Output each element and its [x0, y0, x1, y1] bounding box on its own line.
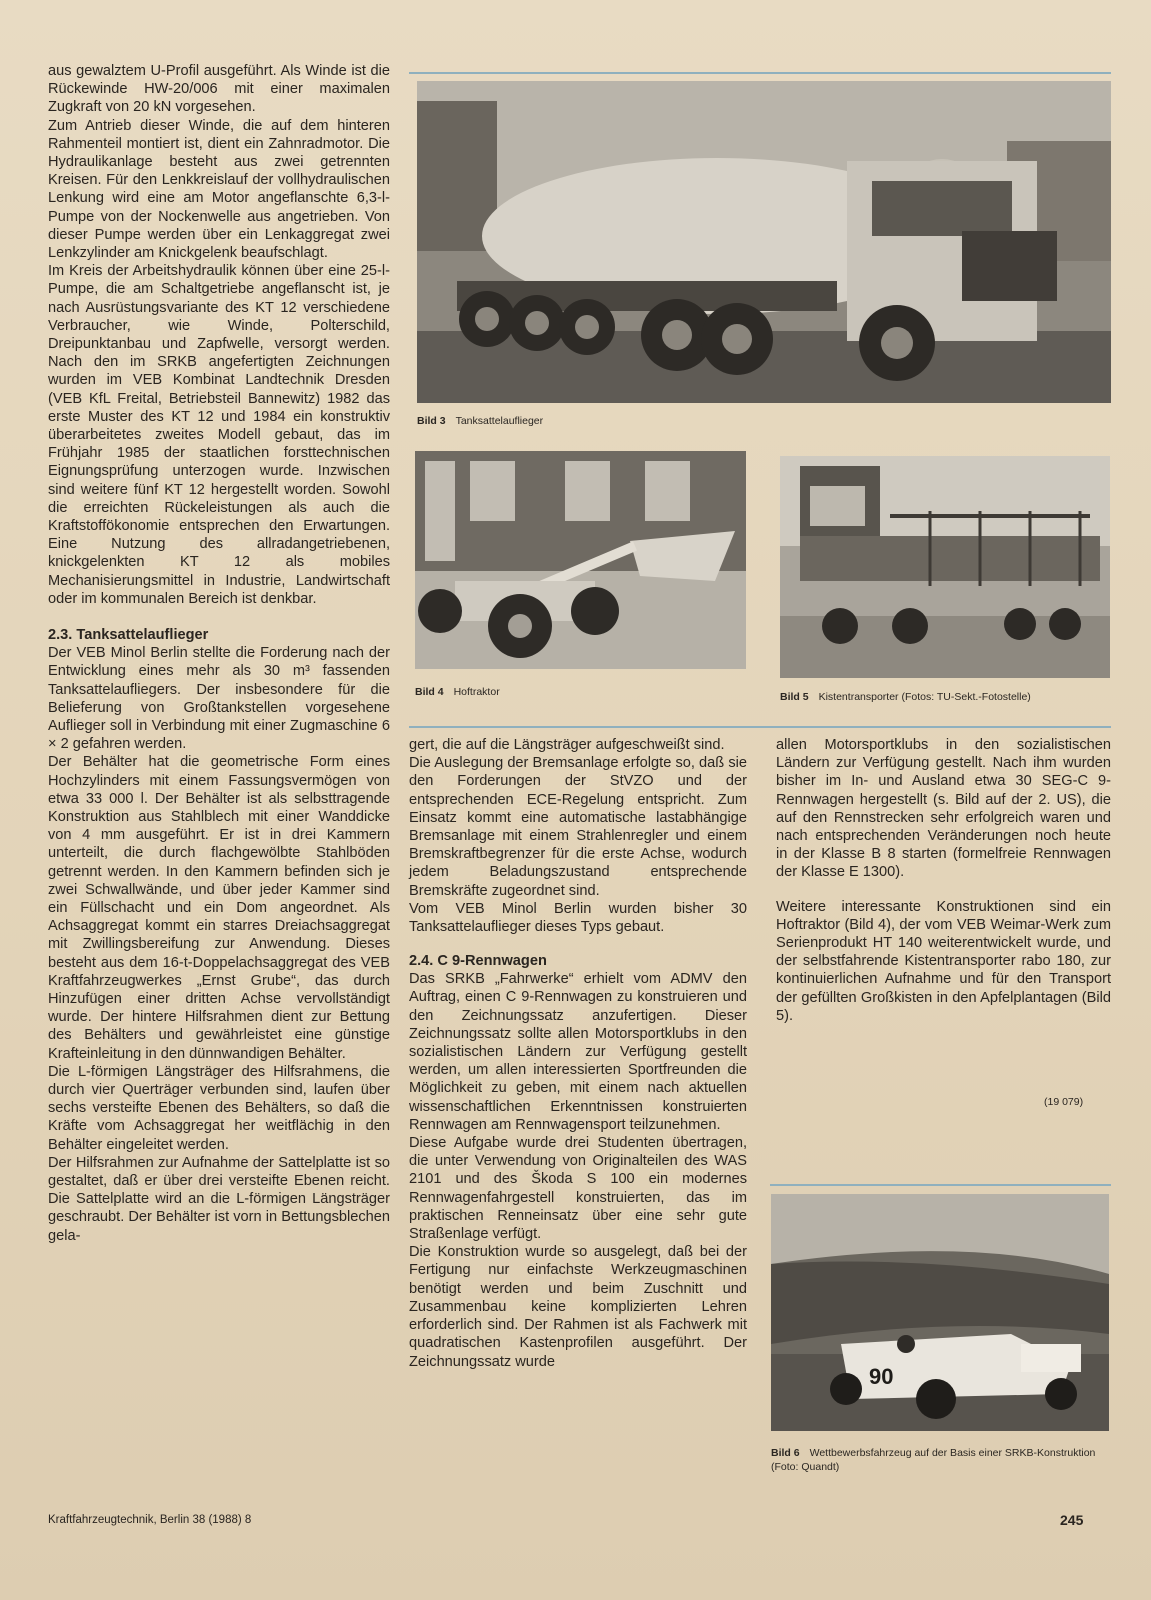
article-reference-number: (19 079) — [1044, 1096, 1084, 1108]
paragraph: Der Hilfsrahmen zur Aufnahme der Sattelplatte ist so gestaltet, daß er über drei versteifte Ebenen reicht. Die Sattelplatte wird an die L-förmigen Längsträger geschraubt. Der Behälter ist vorn in Bettungsblechen gela- — [48, 1154, 390, 1244]
paragraph: allen Motorsportklubs in den sozialistischen Ländern zur Verfügung gestellt. Nach ihm wurden bisher im In- und Ausland etwa 30 SEG-C 9-Rennwagen hergestellt (s. Bild auf der 2. US), die auf den Rennstrecken sehr erfolgreich waren und nach entsprechenden Veränderungen noch heute in der Klasse B 8 starten (formelfreie Rennwagen der Klasse E 1300). — [776, 737, 1111, 881]
paragraph: Der VEB Minol Berlin stellte die Forderung nach der Entwicklung eines mehr als 30 m³ fassenden Tanksattelaufliegers. Der insbesondere für die Belieferung von Großtankstellen vorgesehene Auflieger soll in Verbindung mit einer Zugmaschine 6 × 2 gefahren werden. — [48, 645, 390, 753]
divider-rule — [409, 72, 1111, 74]
paragraph: Weitere interessante Konstruktionen sind ein Hoftraktor (Bild 4), der vom VEB Weimar-Werk zum Serienprodukt HT 140 weiterentwickelt wurde, und der selbstfahrende Kistentransporter rabo 180, zur kontinuierlichen Aufnahme und für den Transport der gefüllten Großkisten in den Apfelplantagen (Bild 5). — [776, 898, 1111, 1024]
paragraph: Die Auslegung der Bremsanlage erfolgte so, daß sie den Forderungen der StVZO und der entsprechenden ECE-Regelung entspricht. Zum Einsatz kommt eine automatische lastabhängige Bremsanlage mit einem Strahlenregler und einem Bremskraftbegrenzer für die erste Achse, wodurch jedem Beladungszustand entsprechende Bremskräfte zugeordnet sind. — [409, 755, 747, 899]
figure-number: Bild 5 — [780, 691, 809, 703]
paragraph: Zum Antrieb dieser Winde, die auf dem hinteren Rahmenteil montiert ist, dient ein Zahnradmotor. Die Hydraulikanlage besteht aus zwei getrennten Kreisen. Für den Lenkkreislauf der vollhydraulischen Lenkung wird eine am Motor angeflanschte 6,3-l-Pumpe von der Nockenwelle aus angetrieben. Von dieser Pumpe werden über ein Lenkaggregat zwei Lenkzylinder am Knickgelenk beaufschlagt. — [48, 117, 390, 262]
caption-bild-3 — [417, 414, 543, 428]
divider-rule — [770, 1184, 1111, 1186]
caption-bild-4 — [415, 685, 500, 699]
figure-number: Bild 4 — [415, 686, 444, 698]
photo-tank-semitrailer — [417, 81, 1111, 403]
figure-caption: Wettbewerbsfahrzeug auf der Basis einer SRKB-Konstruktion (Foto: Quandt) — [771, 1447, 1096, 1473]
text-column-left — [48, 62, 390, 1245]
figure-caption: Hoftraktor — [453, 686, 500, 698]
paragraph: Die Konstruktion wurde so ausgelegt, daß bei der Fertigung nur einfachste Werkzeugmaschinen benötigt werden und beim Zuschnitt und Zusammenbau keine komplizierten Lehren erforderlich sind. Der Rahmen ist als Fachwerk mit quadratischen Kastenprofilen ausgeführt. Der Zeichnungssatz wurde — [409, 1244, 747, 1370]
paragraph: Vom VEB Minol Berlin wurden bisher 30 Tanksattelauflieger dieses Typs gebaut. — [409, 900, 747, 936]
paragraph: Die L-förmigen Längsträger des Hilfsrahmens, die durch vier Querträger verbunden sind, laufen über sechs versteifte Ebenen des Behälters, so daß die Kräfte vom Achsaggregat her weitflächig in den Behälter eingeleitet werden. — [48, 1063, 390, 1153]
section-heading-2-4: 2.4. C 9-Rennwagen — [409, 953, 547, 970]
figure-number: Bild 6 — [771, 1447, 800, 1459]
journal-footer: Kraftfahrzeugtechnik, Berlin 38 (1988) 8 — [48, 1514, 252, 1526]
paragraph: Diese Aufgabe wurde drei Studenten übertragen, die unter Verwendung von Originalteilen des WAS 2101 und des Škoda S 100 ein modernes Rennwagenfahrgestell konstruierten, das im praktischen Renneinsatz über eine sehr gute Straßenlage verfügt. — [409, 1135, 747, 1243]
paragraph: gert, die auf die Längsträger aufgeschweißt sind. — [409, 737, 725, 753]
text-column-right — [776, 736, 1111, 1025]
figure-number: Bild 3 — [417, 415, 446, 427]
photo-box-transporter — [780, 456, 1110, 678]
section-heading-2-3: 2.3. Tanksattelauflieger — [48, 627, 209, 644]
divider-rule — [409, 726, 1111, 728]
paragraph: Im Kreis der Arbeitshydraulik können über eine 25-l-Pumpe, die am Schaltgetriebe angeflanscht ist, je nach Ausrüstungsvariante des KT 12 verschiedene Verbraucher, wie Winde, Polterschild, Dreipunktanbau und Zapfwelle, versorgt werden. Nach den im SRKB angefertigten Zeichnungen wurden im VEB Kombinat Landtechnik Dresden (VEB KfL Freital, Betriebsteil Bannewitz) 1982 das erste Muster des KT 12 und 1984 ein konstruktiv überarbeitetes zweites Modell gebaut, das im Frühjahr 1985 der staatlichen forsttechnischen Eignungsprüfung unterzogen wurde. Inzwischen sind weitere fünf KT 12 hergestellt worden. Sowohl die erreichten Rückeleistungen als auch die Kraftstoffökonomie entsprechen den Erwartungen. Eine Nutzung des allradangetriebenen, knickgelenkten KT 12 als mobiles Mechanisierungsmittel in Industrie, Landwirtschaft oder im kommunalen Bereich ist denkbar. — [48, 263, 390, 607]
photo-yard-tractor — [415, 451, 746, 669]
caption-bild-5 — [780, 690, 1031, 704]
figure-caption: Kistentransporter (Fotos: TU-Sekt.-Fotostelle) — [818, 691, 1031, 703]
text-column-middle — [409, 736, 747, 1371]
page-number: 245 — [1060, 1512, 1084, 1528]
photo-race-car — [771, 1194, 1109, 1431]
paragraph: Das SRKB „Fahrwerke“ erhielt vom ADMV den Auftrag, einen C 9-Rennwagen zu konstruieren und den Zeichnungssatz anzufertigen. Dieser Zeichnungssatz sollte allen Motorsportklubs in den sozialistischen Ländern zur Verfügung gestellt werden, um allen interessierten Sportfreunden die Möglichkeit zu geben, mit einem nach aktuellen wissenschaftlichen Erkenntnissen konstruierten Rennwagen am Rennwagensport teilzunehmen. — [409, 971, 747, 1133]
car-number: 90 — [869, 1364, 894, 1389]
paragraph: Der Behälter hat die geometrische Form eines Hochzylinders mit einem Fassungsvermögen von etwa 33 000 l. Der Behälter ist als selbsttragende Konstruktion aus Stahlblech mit einer Wanddicke von 4 mm ausgeführt. Er ist in drei Kammern unterteilt, die durch flachgewölbte Stahlböden getrennt werden. In den Kammern befinden sich je zwei Schwallwände, und über jeder Kammer sind ein Füllschacht und ein Dom angeordnet. Als Achsaggregat kommt ein starres Dreiachsaggregat mit Zwillingsbereifung zur Anwendung. Dieses besteht aus dem 16-t-Doppelachsaggregat des VEB Kraftfahrzeugwerkes „Ernst Grube“, das durch Hinzufügen einer dritten Achse vervollständigt wurde. Der hintere Hilfsrahmen dient zur Bettung des Behälters und gewährleistet eine günstige Krafteinleitung in den dünnwandigen Behälter. — [48, 754, 390, 1062]
caption-bild-6 — [771, 1446, 1111, 1474]
figure-caption: Tanksattelauflieger — [455, 415, 544, 427]
paragraph: aus gewalztem U-Profil ausgeführt. Als Winde ist die Rückewinde HW-20/006 mit einer maximalen Zugkraft von 20 kN vorgesehen. — [48, 63, 390, 116]
